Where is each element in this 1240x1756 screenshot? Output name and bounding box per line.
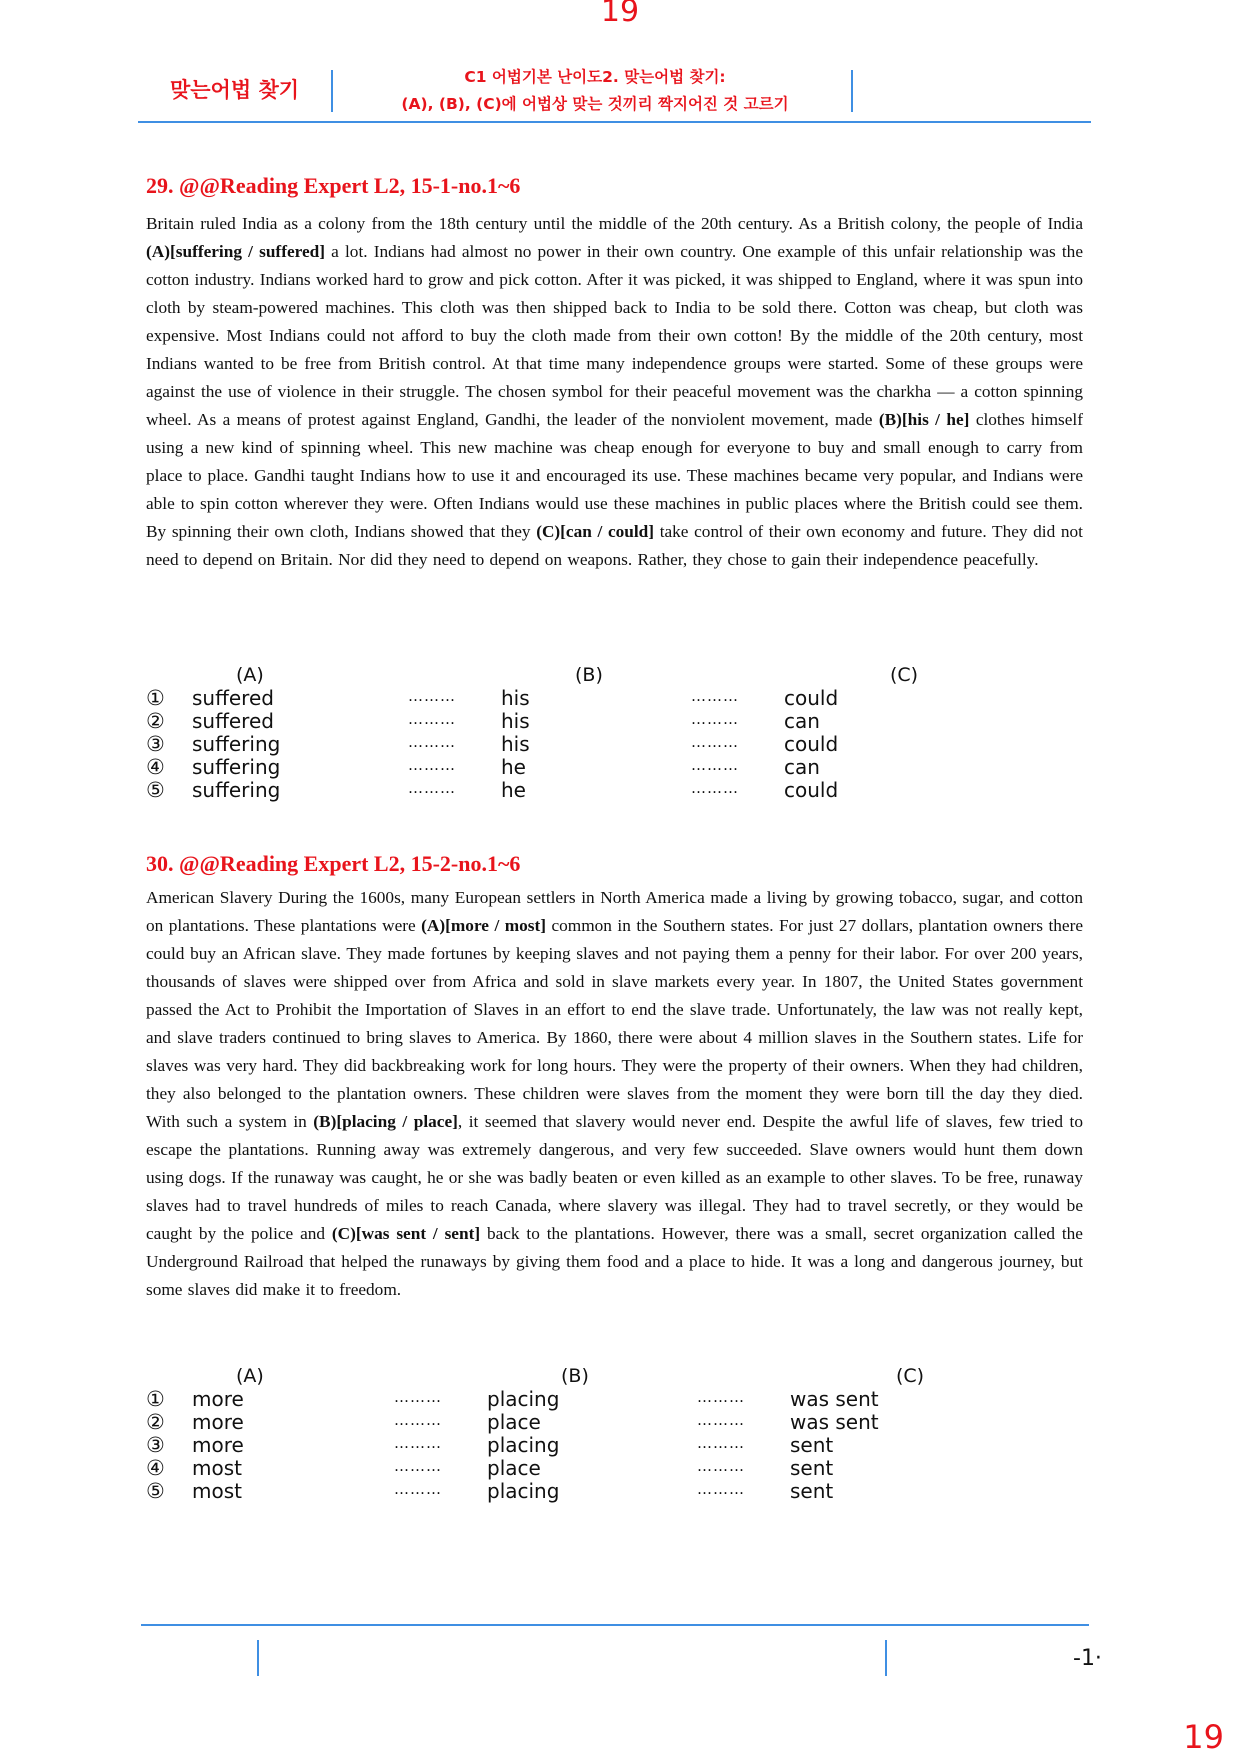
choice-a: suffering (192, 732, 281, 756)
dot-leader: ……… (697, 1388, 745, 1406)
question-29-choices (146, 664, 1086, 802)
dot-leader: ……… (691, 756, 739, 774)
choice-b: placing (487, 1387, 560, 1411)
choice-row[interactable] (146, 1411, 1086, 1434)
choice-number: ② (146, 709, 165, 733)
choice-c: was sent (790, 1387, 879, 1411)
passage-text: Britain ruled India as a colony from the 18th century until the middle of the 20th century. As a British colony, the people of India (146, 214, 1083, 233)
choice-row[interactable] (146, 733, 1086, 756)
column-header-c: (C) (896, 1365, 925, 1387)
choice-row[interactable] (146, 1480, 1086, 1503)
dot-leader: ……… (408, 779, 456, 797)
choice-row[interactable] (146, 1457, 1086, 1480)
header-description (345, 64, 845, 118)
choice-a: most (192, 1456, 242, 1480)
header-divider-right (851, 70, 853, 112)
choices-header (146, 664, 1086, 687)
choice-c: can (784, 709, 820, 733)
passage-text: American Slavery During the 1600s, many European settlers in North America made a living by growing tobacco, sugar, and cotton on plantations. These plantations were (146, 888, 1083, 935)
dot-leader: ……… (408, 687, 456, 705)
choice-number: ① (146, 686, 165, 710)
passage-text: a lot. Indians had almost no power in their own country. One example of this unfair relationship was the cotton industry. Indians worked hard to grow and pick cotton. After it was picked, it was shipped to England, where it was spun into cloth by steam-powered machines. This cloth was then shipped back to India to be sold there. Cotton was cheap, but cloth was expensive. Most Indians could not afford to buy the cloth made from their own cotton! By the middle of the 20th century, most Indians wanted to be free from British control. At that time many independence groups were started. Some of these groups were against the use of violence in their struggle. The chosen symbol for their peaceful movement was the charkha — a cotton spinning wheel. As a means of protest against England, Gandhi, the leader of the nonviolent movement, made (146, 242, 1083, 429)
choice-b: placing (487, 1479, 560, 1503)
choice-b: place (487, 1410, 541, 1434)
page-number-top: 19 (600, 0, 640, 29)
choice-number: ④ (146, 1456, 165, 1480)
dot-leader: ……… (691, 710, 739, 728)
dot-leader: ……… (697, 1457, 745, 1475)
blank-options: (A)[more / most] (421, 916, 546, 935)
choice-a: suffered (192, 686, 274, 710)
question-30-passage (146, 884, 1083, 1304)
dot-leader: ……… (394, 1457, 442, 1475)
choice-b: his (501, 732, 530, 756)
choice-number: ④ (146, 755, 165, 779)
column-header-b: (B) (561, 1365, 589, 1387)
passage-text: clothes himself using a new kind of spinning wheel. This new machine was cheap enough for everyone to buy and small enough to carry from place to place. Gandhi taught Indians how to use it and encouraged its use. These machines became very popular, and Indians were able to spin cotton wherever they were. Often Indians would use these machines in public places where the British could see them. By spinning their own cloth, Indians showed that they (146, 410, 1083, 541)
choice-number: ② (146, 1410, 165, 1434)
choice-row[interactable] (146, 756, 1086, 779)
column-header-a: (A) (236, 1365, 264, 1387)
choice-c: sent (790, 1479, 834, 1503)
footer-rule (141, 1624, 1089, 1626)
column-header-a: (A) (236, 664, 264, 686)
choice-b: his (501, 686, 530, 710)
choice-row[interactable] (146, 1434, 1086, 1457)
dot-leader: ……… (394, 1480, 442, 1498)
choice-b: placing (487, 1433, 560, 1457)
choice-c: can (784, 755, 820, 779)
blank-options: (C)[can / could] (536, 522, 655, 541)
choice-row[interactable] (146, 710, 1086, 733)
dot-leader: ……… (394, 1434, 442, 1452)
section-title: 맞는어법 찾기 (169, 78, 300, 102)
page-number-corner: 19 (1183, 1718, 1224, 1756)
choice-b: his (501, 709, 530, 733)
dot-leader: ……… (691, 779, 739, 797)
header-description-line1: C1 어법기본 난이도2. 맞는어법 찾기: (464, 68, 726, 86)
column-header-b: (B) (575, 664, 603, 686)
dot-leader: ……… (394, 1388, 442, 1406)
choice-b: place (487, 1456, 541, 1480)
header-divider-left (331, 70, 333, 112)
blank-options: (C)[was sent / sent] (331, 1224, 481, 1243)
dot-leader: ……… (697, 1411, 745, 1429)
dot-leader: ……… (408, 756, 456, 774)
dot-leader: ……… (691, 733, 739, 751)
choice-a: suffered (192, 709, 274, 733)
choice-b: he (501, 778, 526, 802)
choice-c: could (784, 732, 839, 756)
choice-a: most (192, 1479, 242, 1503)
footer-divider-left (257, 1640, 259, 1676)
choice-row[interactable] (146, 687, 1086, 710)
choice-number: ① (146, 1387, 165, 1411)
question-29-title: 29. @@Reading Expert L2, 15-1-no.1~6 (146, 173, 521, 198)
column-header-c: (C) (890, 664, 919, 686)
choice-row[interactable] (146, 779, 1086, 802)
header-rule (138, 121, 1091, 123)
dot-leader: ……… (408, 710, 456, 728)
choice-c: could (784, 686, 839, 710)
dot-leader: ……… (394, 1411, 442, 1429)
blank-options: (B)[his / he] (878, 410, 970, 429)
footer-divider-right (885, 1640, 887, 1676)
dot-leader: ……… (697, 1434, 745, 1452)
question-30-title: 30. @@Reading Expert L2, 15-2-no.1~6 (146, 851, 521, 876)
choice-b: he (501, 755, 526, 779)
choice-number: ③ (146, 732, 165, 756)
passage-text: , it seemed that slavery would never end. Despite the awful life of slaves, few tried to escape the plantations. Running away was extremely dangerous, and very few succeeded. Slave owners would hunt them down using dogs. If the runaway was caught, he or she was badly beaten or even killed as an example to other slaves. To be free, runaway slaves had to travel hundreds of miles to reach Canada, where slavery was illegal. They had to travel secretly, or they would be caught by the police and (146, 1112, 1083, 1243)
choice-c: sent (790, 1433, 834, 1457)
choice-c: sent (790, 1456, 834, 1480)
question-30-choices (146, 1365, 1086, 1503)
choices-header (146, 1365, 1086, 1388)
blank-options: (A)[suffering / suffered] (146, 242, 326, 261)
passage-text: back to the plantations. However, there was a small, secret organization called the Underground Railroad that helped the runaways by giving them food and a place to hide. It was a long and dangerous journey, but some slaves did make it to freedom. (146, 1224, 1083, 1299)
choice-a: more (192, 1433, 244, 1457)
blank-options: (B)[placing / place] (313, 1112, 458, 1131)
choice-a: suffering (192, 755, 281, 779)
choice-row[interactable] (146, 1388, 1086, 1411)
question-29-passage (146, 210, 1083, 574)
footer-page-label: -1· (1073, 1646, 1102, 1671)
choice-a: suffering (192, 778, 281, 802)
passage-text: common in the Southern states. For just 27 dollars, plantation owners there could buy an African slave. They made fortunes by keeping slaves and not paying them a penny for their labor. For over 200 years, thousands of slaves were shipped over from Africa and sold in slave markets every year. In 1807, the United States government passed the Act to Prohibit the Importation of Slaves in an effort to end the slave trade. Unfortunately, the law was not really kept, and slave traders continued to bring slaves to America. By 1860, there were about 4 million slaves in the Southern states. Life for slaves was very hard. They did backbreaking work for long hours. They were the property of their owners. When they had children, they also belonged to the plantation owners. These children were slaves from the moment they were born till the day they died. With such a system in (146, 916, 1083, 1131)
choice-a: more (192, 1410, 244, 1434)
choice-number: ⑤ (146, 1479, 165, 1503)
header-description-line2: (A), (B), (C)에 어법상 맞는 것끼리 짝지어진 것 고르기 (401, 95, 789, 113)
choice-a: more (192, 1387, 244, 1411)
passage-text: take control of their own economy and future. They did not need to depend on Britain. Nor did they need to depend on weapons. Rather, they chose to gain their independence peacefully. (146, 522, 1083, 569)
choice-c: was sent (790, 1410, 879, 1434)
dot-leader: ……… (697, 1480, 745, 1498)
choice-number: ⑤ (146, 778, 165, 802)
dot-leader: ……… (408, 733, 456, 751)
choice-c: could (784, 778, 839, 802)
choice-number: ③ (146, 1433, 165, 1457)
dot-leader: ……… (691, 687, 739, 705)
